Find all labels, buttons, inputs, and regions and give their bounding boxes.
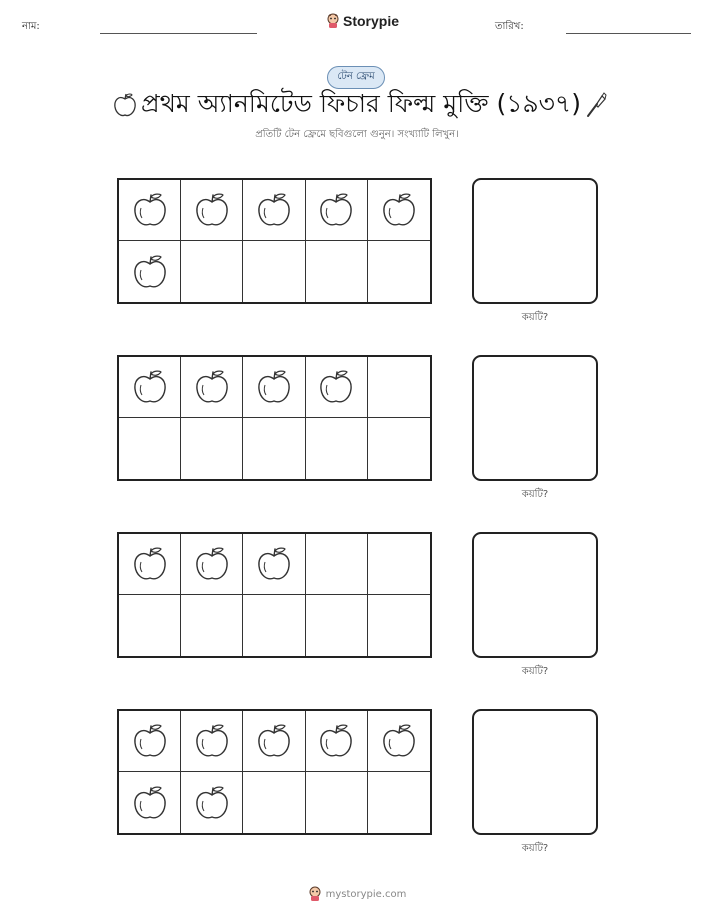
frame-cell (306, 711, 368, 772)
frame-cell (306, 241, 368, 302)
apple-icon (256, 191, 292, 229)
brand-logo (326, 13, 399, 29)
apple-icon (113, 92, 137, 118)
frame-cell (368, 711, 430, 772)
brand-name: Storypie (343, 13, 400, 29)
frame-cell (181, 241, 243, 302)
frame-cell (243, 180, 305, 241)
date-label: তারিখ: (495, 21, 524, 32)
ten-frame-2 (117, 355, 432, 481)
name-label: নাম: (22, 21, 40, 32)
mascot-icon (308, 886, 322, 902)
frame-cell (119, 357, 181, 418)
frame-cell (181, 180, 243, 241)
frame-cell (119, 241, 181, 302)
ten-frame-3 (117, 532, 432, 658)
frame-cell (306, 180, 368, 241)
answer-label-2: কয়টি? (521, 489, 549, 500)
frame-cell (181, 595, 243, 656)
frame-cell (243, 241, 305, 302)
frame-cell (181, 418, 243, 479)
frame-cell (368, 357, 430, 418)
apple-icon (194, 545, 230, 583)
frame-cell (243, 595, 305, 656)
date-field[interactable] (566, 33, 691, 34)
mascot-icon (326, 13, 340, 29)
ten-frame-1 (117, 178, 432, 304)
frame-cell (306, 418, 368, 479)
footer (0, 886, 714, 902)
ten-frame-4 (117, 709, 432, 835)
frame-cell (119, 534, 181, 595)
apple-icon (381, 191, 417, 229)
frame-cell (243, 772, 305, 833)
frame-cell (306, 534, 368, 595)
apple-icon (381, 722, 417, 760)
frame-cell (368, 595, 430, 656)
answer-label-4: কয়টি? (521, 843, 549, 854)
frame-cell (243, 357, 305, 418)
answer-box-4[interactable] (472, 709, 598, 835)
footer-url: mystorypie.com (325, 888, 407, 900)
apple-icon (132, 368, 168, 406)
frame-cell (119, 180, 181, 241)
frame-cell (181, 534, 243, 595)
answer-box-3[interactable] (472, 532, 598, 658)
answer-box-2[interactable] (472, 355, 598, 481)
paintbrush-icon (585, 91, 607, 119)
answer-label-3: কয়টি? (521, 666, 549, 677)
frame-cell (368, 772, 430, 833)
frame-cell (243, 534, 305, 595)
apple-icon (194, 368, 230, 406)
topic-badge: টেন ফ্রেম (327, 66, 385, 89)
frame-cell (181, 711, 243, 772)
frame-cell (119, 711, 181, 772)
frame-cell (181, 772, 243, 833)
frame-cell (243, 418, 305, 479)
frame-cell (119, 418, 181, 479)
frame-cell (306, 595, 368, 656)
page-title (110, 88, 610, 122)
apple-icon (132, 784, 168, 822)
apple-icon (256, 545, 292, 583)
apple-icon (318, 722, 354, 760)
title-text: প্রথম অ্যানমিটেড ফিচার ফিল্ম মুক্তি (১৯৩৭) (141, 88, 581, 118)
frame-cell (368, 534, 430, 595)
name-field[interactable] (100, 33, 257, 34)
frame-cell (181, 357, 243, 418)
apple-icon (194, 191, 230, 229)
apple-icon (318, 368, 354, 406)
frame-cell (119, 772, 181, 833)
frame-cell (306, 772, 368, 833)
frame-cell (368, 241, 430, 302)
apple-icon (132, 253, 168, 291)
answer-label-1: কয়টি? (521, 312, 549, 323)
apple-icon (194, 784, 230, 822)
apple-icon (318, 191, 354, 229)
frame-cell (306, 357, 368, 418)
frame-cell (243, 711, 305, 772)
apple-icon (132, 545, 168, 583)
apple-icon (132, 191, 168, 229)
answer-box-1[interactable] (472, 178, 598, 304)
apple-icon (256, 368, 292, 406)
apple-icon (256, 722, 292, 760)
frame-cell (368, 180, 430, 241)
frame-cell (119, 595, 181, 656)
instructions: প্রতিটি টেন ফ্রেমে ছবিগুলো গুনুন। সংখ্যাটি লিখুন। (255, 129, 459, 140)
frame-cell (368, 418, 430, 479)
apple-icon (132, 722, 168, 760)
apple-icon (194, 722, 230, 760)
